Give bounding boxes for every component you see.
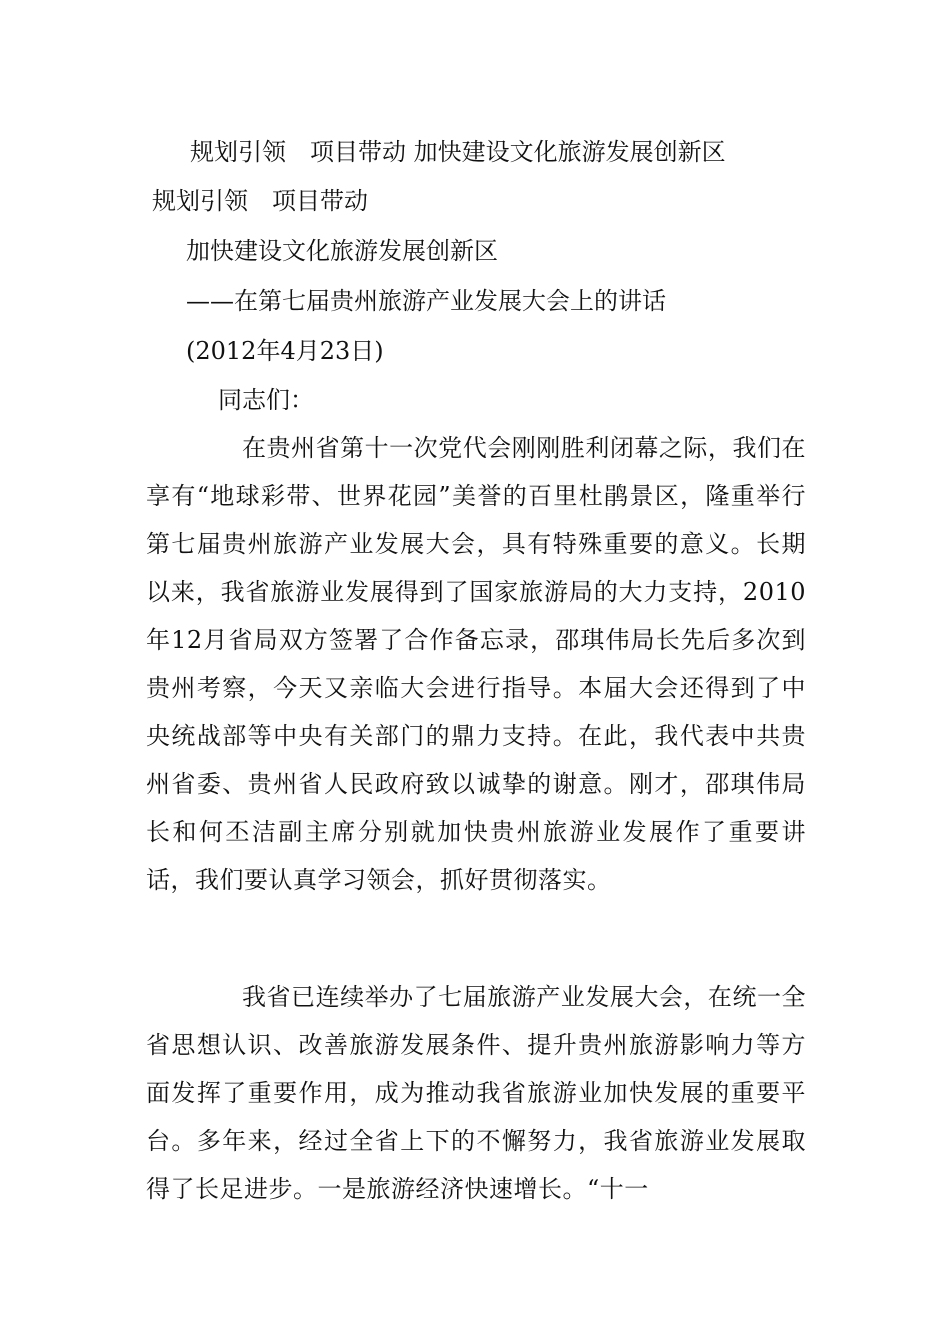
- document-paragraph-1: 在贵州省第十一次党代会刚刚胜利闭幕之际，我们在享有“地球彩带、世界花园”美誉的百里杜鹃景区，隆重举行第七届贵州旅游产业发展大会，具有特殊重要的意义。长期以来，我省旅游业发展得到了国家旅游局的大力支持，2010年12月省局双方签署了合作备忘录，邵琪伟局长先后多次到贵州考察，今天又亲临大会进行指导。本届大会还得到了中央统战部等中央有关部门的鼎力支持。在此，我代表中共贵州省委、贵州省人民政府致以诚挚的谢意。刚才，邵琪伟局长和何丕洁副主席分别就加快贵州旅游业发展作了重要讲话，我们要认真学习领会，抓好贯彻落实。: [146, 434, 806, 894]
- document-title-line: 规划引领 项目带动 加快建设文化旅游发展创新区: [190, 138, 726, 166]
- document-subtitle-main: 规划引领 项目带动: [152, 187, 368, 215]
- document-salutation: 同志们：: [218, 386, 314, 414]
- document-speech-occasion: ——在第七届贵州旅游产业发展大会上的讲话: [186, 287, 666, 315]
- document-subtitle-secondary: 加快建设文化旅游发展创新区: [186, 237, 498, 265]
- document-date: (2012年4月23日): [186, 337, 384, 365]
- document-paragraph-2: 我省已连续举办了七届旅游产业发展大会，在统一全省思想认识、改善旅游发展条件、提升贵州旅游影响力等方面发挥了重要作用，成为推动我省旅游业加快发展的重要平台。多年来，经过全省上下的不懈努力，我省旅游业发展取得了长足进步。一是旅游经济快速增长。“十一: [146, 983, 806, 1203]
